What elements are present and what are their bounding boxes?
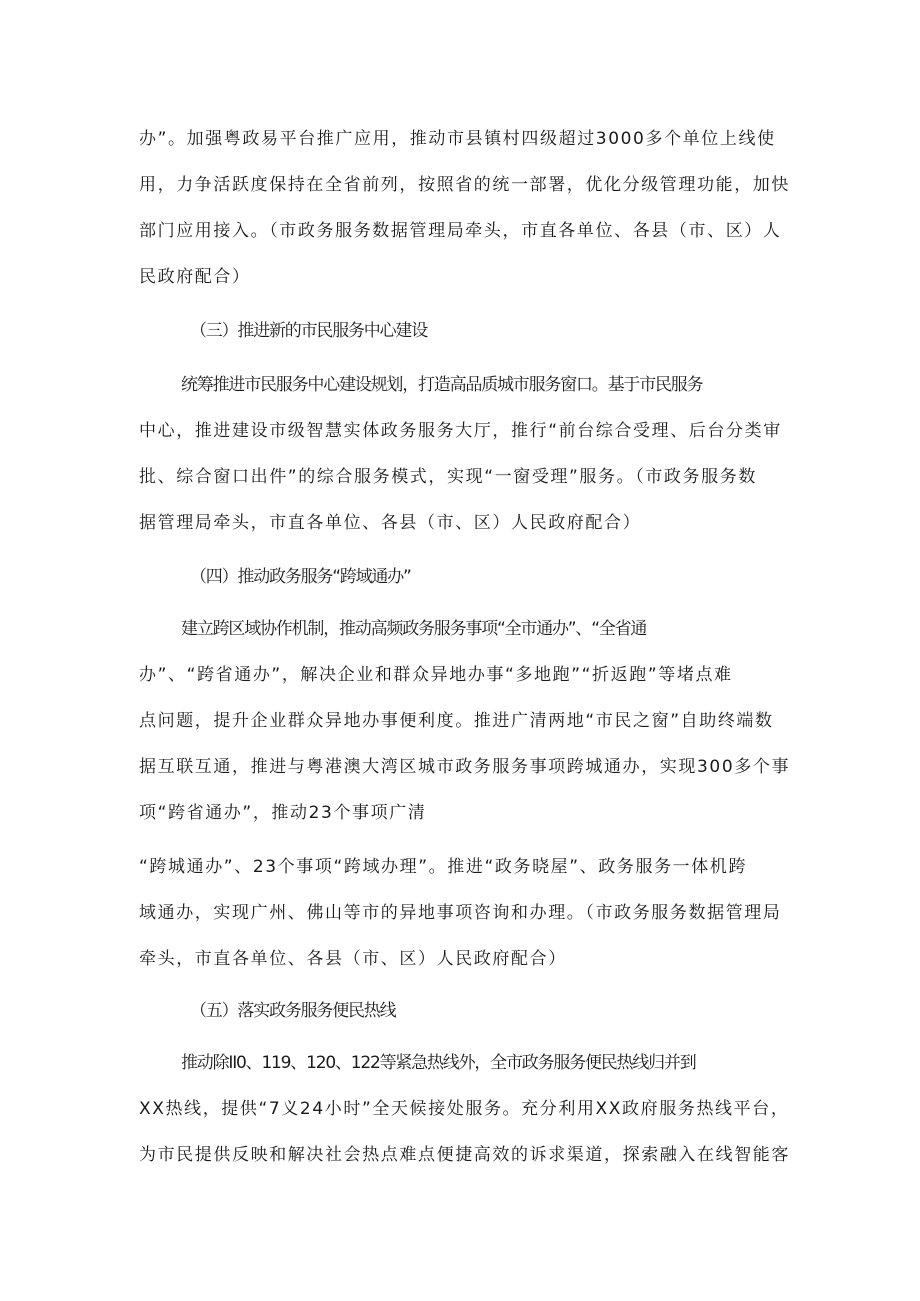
paragraph-line: 建立跨区域协作机制，推动高频政务服务事项“全市通办”、“全省通: [181, 619, 647, 639]
paragraph-line: 用，力争活跃度保持在全省前列，按照省的统一部署，优化分级管理功能，加快: [139, 175, 790, 195]
paragraph-line: 据管理局牵头，市直各单位、各县（市、区）人民政府配合）: [139, 513, 642, 533]
paragraph-line: 点问题，提升企业群众异地办事便利度。推进广清两地“市民之窗”自助终端数: [139, 711, 774, 731]
paragraph-line: 中心，推进建设市级智慧实体政务服务大厅，推行“前台综合受理、后台分类审: [139, 421, 782, 441]
paragraph-line: XX热线，提供“7义24小时”全天候接处服务。充分利用XX政府服务热线平台，: [139, 1099, 790, 1119]
paragraph-line: 办”。加强粤政易平台推广应用，推动市县镇村四级超过3000多个单位上线使: [139, 129, 776, 149]
section-heading: （四）推动政务服务“跨域通办”: [190, 567, 411, 587]
paragraph-line: 统筹推进市民服务中心建设规划，打造高品质城市服务窗口。基于市民服务: [181, 375, 703, 395]
paragraph-line: “跨城通办”、23个事项“跨域办理”。推进“政务晓屋”、政务服务一体机跨: [139, 857, 748, 877]
paragraph-line: 办”、“跨省通办”，解决企业和群众异地办事“多地跑”“折返跑”等堵点难: [139, 665, 733, 685]
paragraph-line: 域通办，实现广州、佛山等市的异地事项咨询和办理。（市政务服务数据管理局: [139, 903, 782, 923]
paragraph-line: 民政府配合）: [139, 267, 251, 287]
section-heading: （三）推进新的市民服务中心建设: [190, 321, 427, 341]
paragraph-line: 为市民提供反映和解决社会热点难点便捷高效的诉求渠道，探索融入在线智能客: [139, 1145, 790, 1165]
paragraph-line: 批、综合窗口出件”的综合服务模式，实现“一窗受理”服务。（市政务服务数: [139, 467, 757, 487]
paragraph-line: 牵头，市直各单位、各县（市、区）人民政府配合）: [139, 949, 567, 969]
section-heading: （五）落实政务服务便民热线: [190, 1001, 396, 1021]
paragraph-line: 推动除II0、119、120、122等紧急热线外，全市政务服务便民热线归并到: [181, 1053, 696, 1073]
paragraph-line: 项“跨省通办”，推动23个事项广清: [139, 803, 427, 823]
paragraph-line: 据互联互通，推进与粤港澳大湾区城市政务服务事项跨城通办，实现300多个事: [139, 757, 791, 777]
paragraph-line: 部门应用接入。（市政务服务数据管理局牵头，市直各单位、各县（市、区）人: [139, 221, 782, 241]
